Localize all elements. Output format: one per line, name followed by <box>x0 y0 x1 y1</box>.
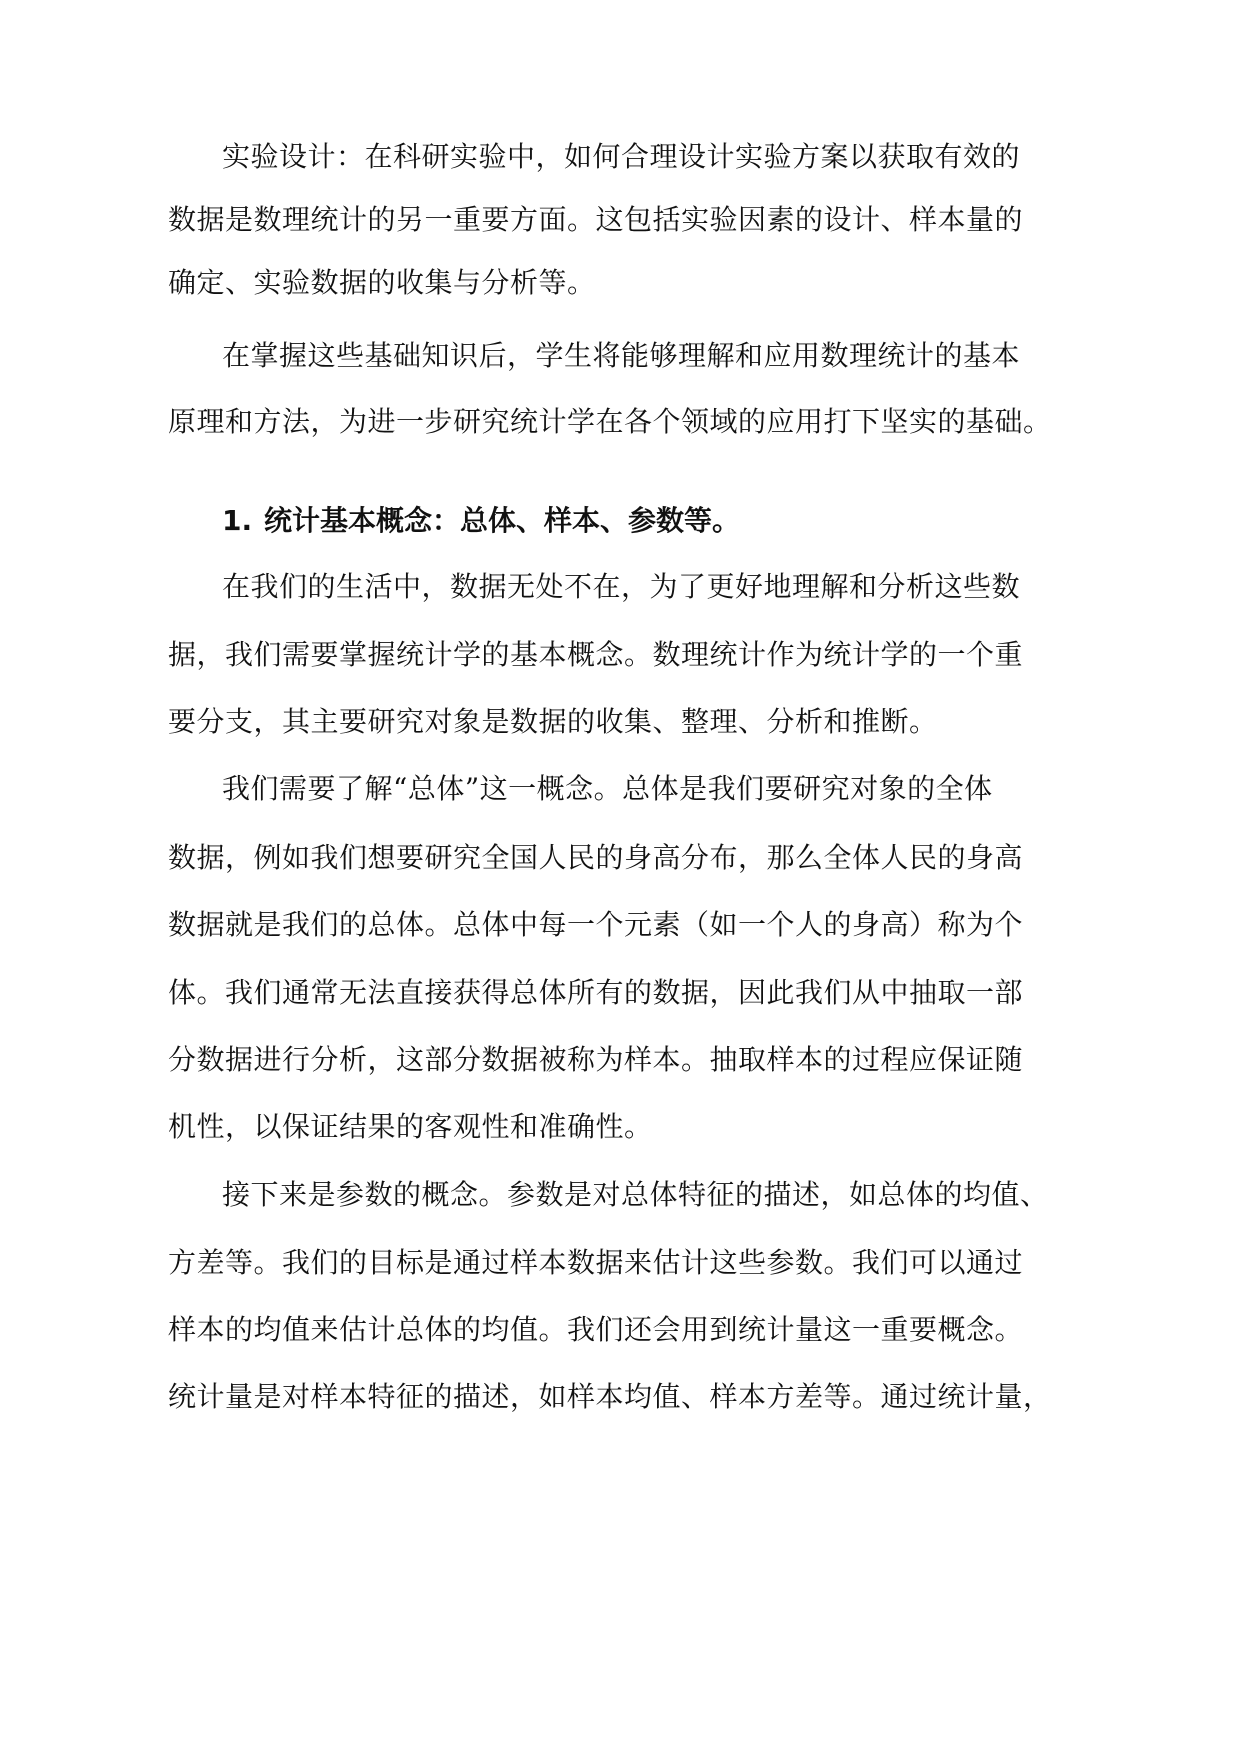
section-heading-text: 统计基本概念：总体、样本、参数等。 <box>264 504 741 537</box>
paragraph-4-line-3: 数据就是我们的总体。总体中每一个元素（如一个人的身高）称为个 <box>168 908 1024 941</box>
paragraph-5-line-4: 统计量是对样本特征的描述，如样本均值、样本方差等。通过统计量， <box>168 1380 1052 1413</box>
paragraph-2-line-1: 在掌握这些基础知识后，学生将能够理解和应用数理统计的基本 <box>222 339 1021 372</box>
paragraph-5-line-3: 样本的均值来估计总体的均值。我们还会用到统计量这一重要概念。 <box>168 1313 1024 1346</box>
paragraph-3-line-2: 据，我们需要掌握统计学的基本概念。数理统计作为统计学的一个重 <box>168 638 1024 671</box>
section-heading <box>222 504 740 538</box>
section-heading-number: 1. <box>222 504 253 537</box>
paragraph-5-line-1: 接下来是参数的概念。参数是对总体特征的描述，如总体的均值、 <box>222 1178 1049 1211</box>
paragraph-5-line-2: 方差等。我们的目标是通过样本数据来估计这些参数。我们可以通过 <box>168 1246 1024 1279</box>
paragraph-4-line-5: 分数据进行分析，这部分数据被称为样本。抽取样本的过程应保证随 <box>168 1043 1024 1076</box>
paragraph-4-line-1: 我们需要了解“总体”这一概念。总体是我们要研究对象的全体 <box>222 772 993 805</box>
paragraph-1-line-2: 数据是数理统计的另一重要方面。这包括实验因素的设计、样本量的 <box>168 203 1024 236</box>
paragraph-2-line-2: 原理和方法，为进一步研究统计学在各个领域的应用打下坚实的基础。 <box>168 405 1052 438</box>
paragraph-4-line-4: 体。我们通常无法直接获得总体所有的数据，因此我们从中抽取一部 <box>168 976 1024 1009</box>
paragraph-1-line-1: 实验设计：在科研实验中，如何合理设计实验方案以获取有效的 <box>222 140 1021 173</box>
paragraph-3-line-3: 要分支，其主要研究对象是数据的收集、整理、分析和推断。 <box>168 705 938 738</box>
paragraph-4-line-6: 机性，以保证结果的客观性和准确性。 <box>168 1110 653 1143</box>
paragraph-4-line-2: 数据，例如我们想要研究全国人民的身高分布，那么全体人民的身高 <box>168 841 1024 874</box>
paragraph-1-line-3: 确定、实验数据的收集与分析等。 <box>168 266 596 299</box>
paragraph-3-line-1: 在我们的生活中，数据无处不在，为了更好地理解和分析这些数 <box>222 570 1021 603</box>
